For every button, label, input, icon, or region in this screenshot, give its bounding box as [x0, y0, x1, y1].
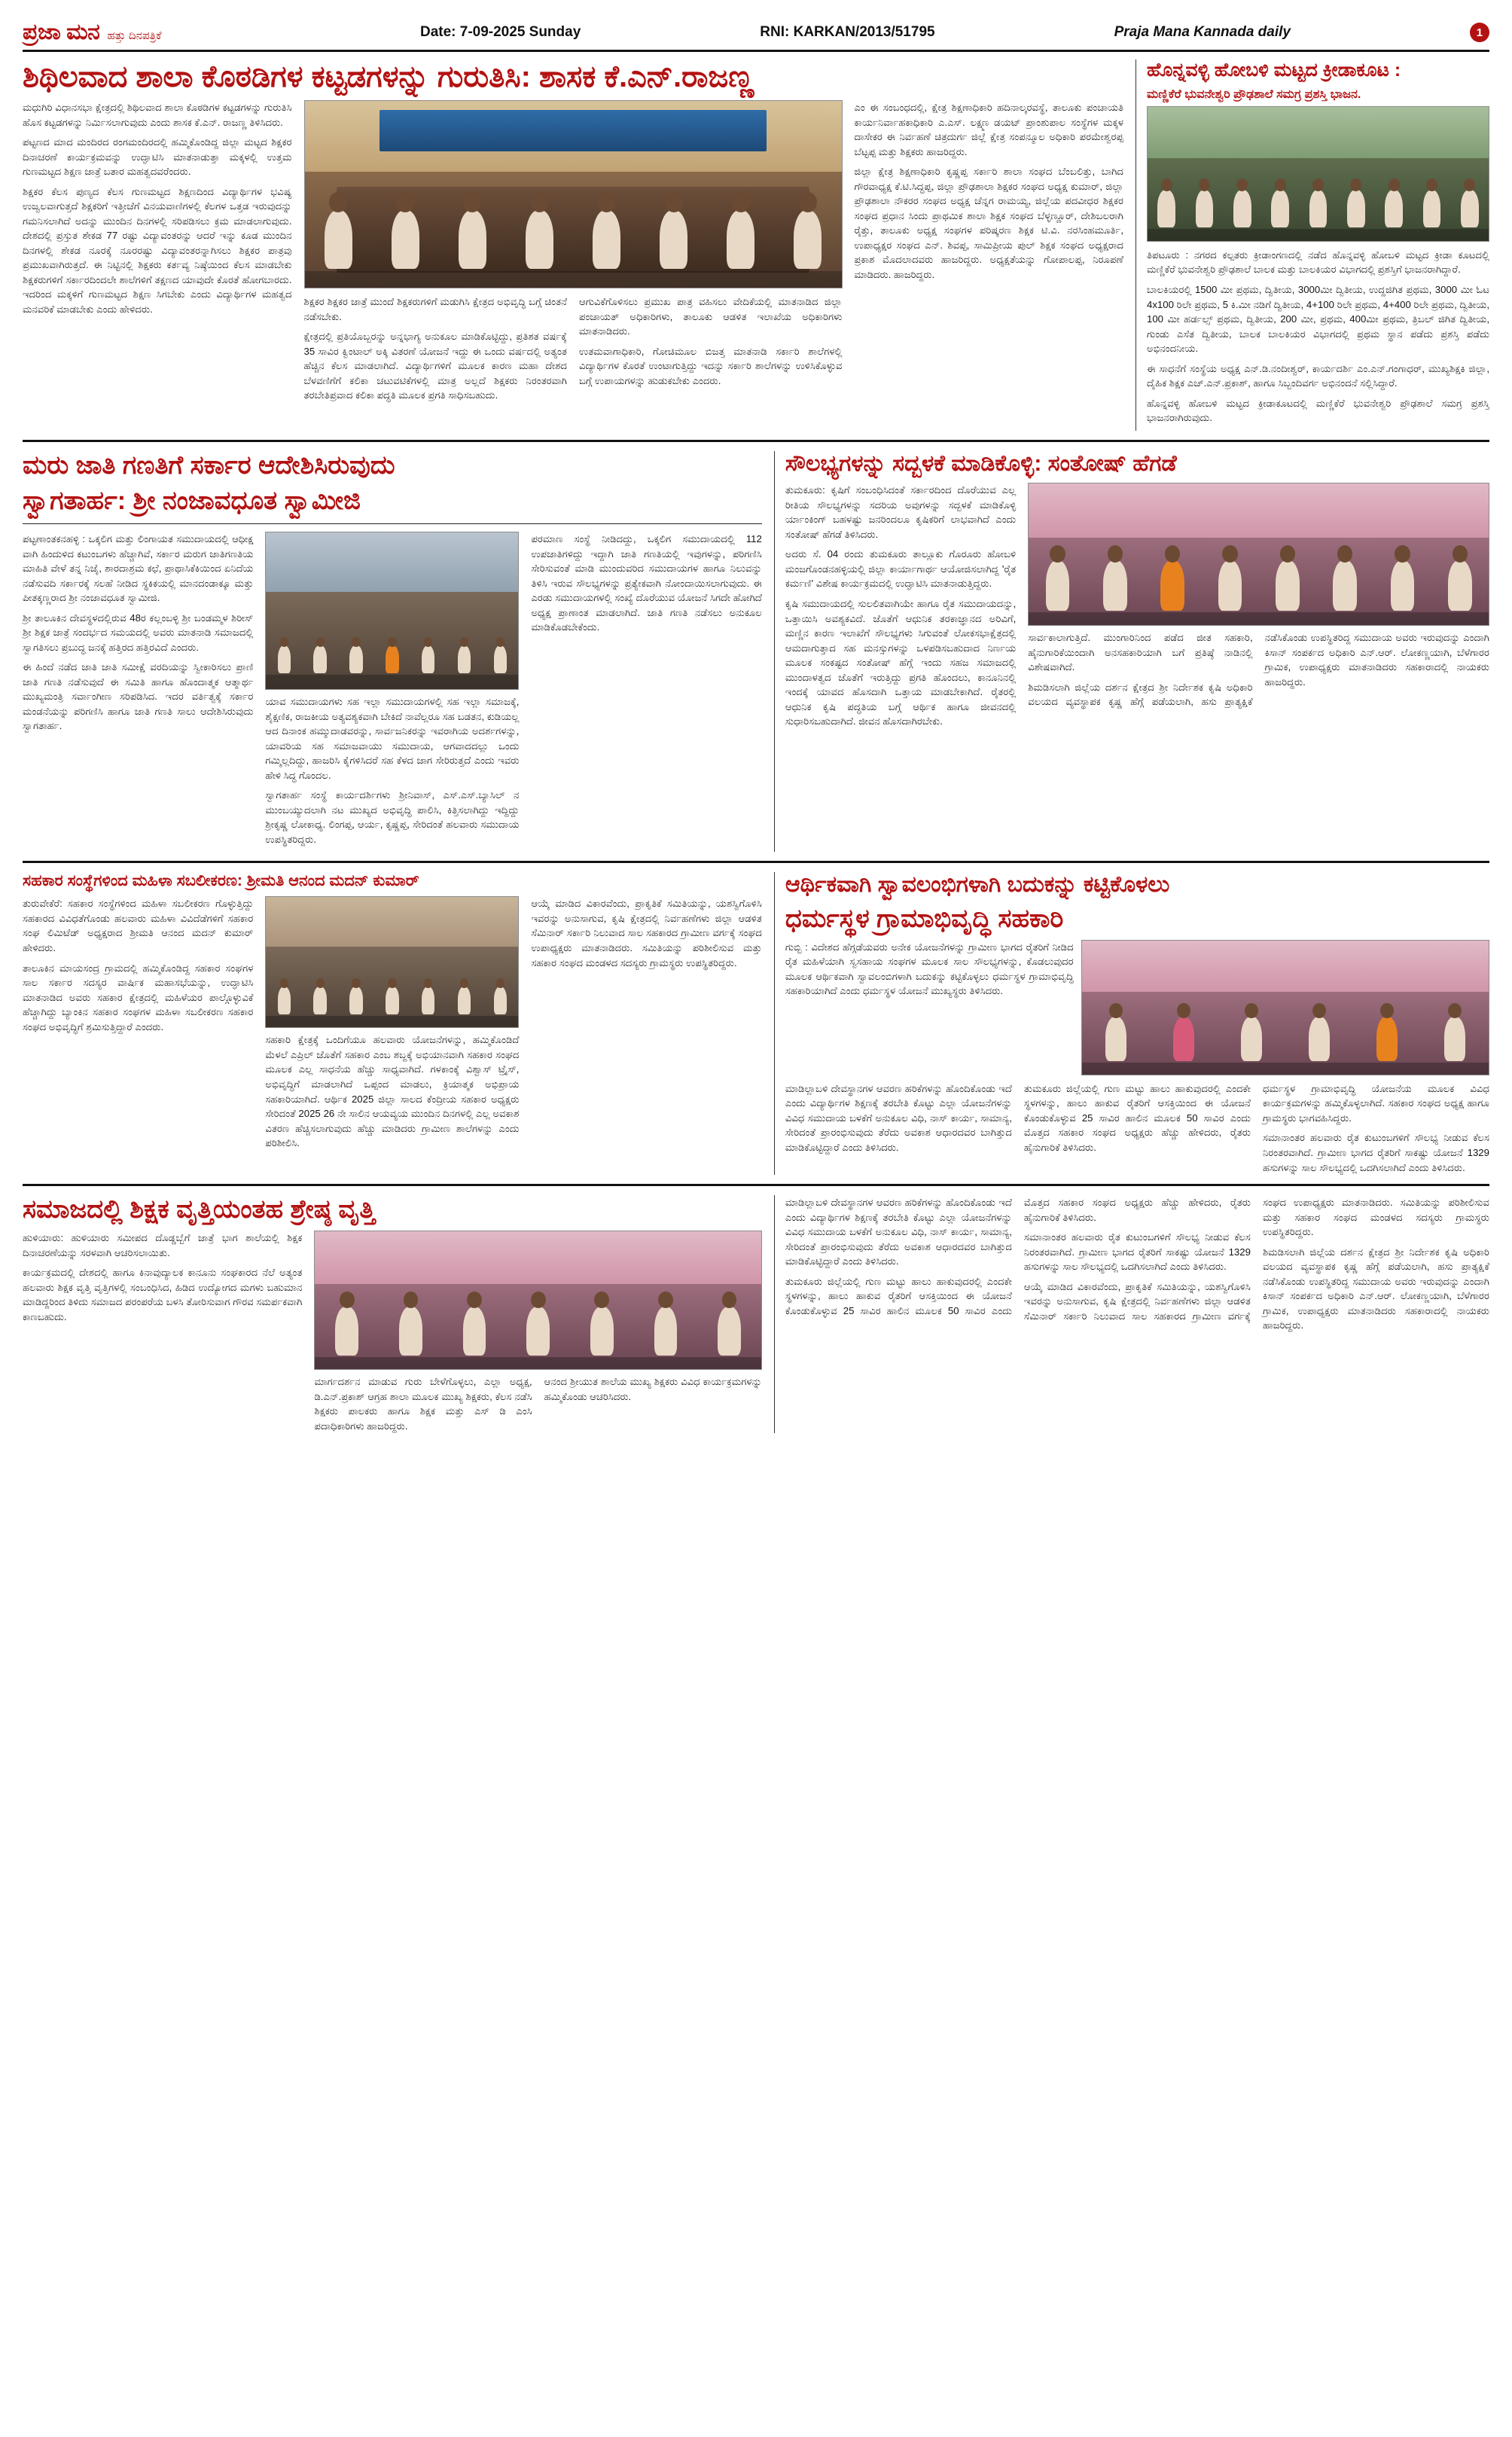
paragraph: ಜಿಲ್ಲಾ ಕ್ಷೇತ್ರ ಶಿಕ್ಷಣಾಧಿಕಾರಿ ಕೃಷ್ಣಪ್ಪ ಸರ್ಕಾರಿ ಶಾಲಾ ಸಂಘದ ಬೆಂಬಲಿತ್ತು, ಬಾಗಿದ ಗೌರವಾಧ್ಯಕ್ಷ ಕೆ.ಟಿ.ಸಿದ್ಧಪ್ಪ, ಜಿಲ್ಲಾ ಪ್ರೌಢಶಾಲಾ ಶಿಕ್ಷಕರ ಸಂಘದ ಅಧ್ಯಕ್ಷ ಕುಮಾರ್, ಜಿಲ್ಲಾ ಪ್ರೌಢಶಾಲಾ ನೌಕರರ ಸಂಘದ ಅಧ್ಯಕ್ಷ ಚೆನ್ನಗ ರಾಮಯ್ಯ, ಜಿಲ್ಲೆಯ ಪದವೀಧರ ಶಿಕ್ಷಕರ ಸಂಘದ ಪ್ರಧಾನ ಸಿಂದು ಪ್ರಾಥಮಿಕ ಶಾಲಾ ಶಿಕ್ಷಕ ಸಂಘದ ಬೆಳ್ಳಣ್ಣೂರ್, ದೇಶಿಬಲರಾಗಿ ರೈತ್ತು, ತಾಲೂಕು ಅಧ್ಯಕ್ಷ ಸಂಘಗಳ ಪರಿಷ್ಕರಣ ಶಿಕ್ಷಕ ಟಿ.ವಿ. ನರಸಿಂಹಮೂರ್ತಿ, ಉಪಾಧ್ಯಕ್ಷರ ಸಂಘದ ಎನ್. ಶಿವಪ್ಪ, ಸಾಮಿಪ್ರೀಯ ಪುಲ್ ಶಿಕ್ಷಕ ಸಂಘದ ಅಧ್ಯಕ್ಷರಾದ ಪ್ರಕಾಶ ಮೊದಲಾದವರು ಹಾಜರಿದ್ದರು. ಅಧ್ಯಕ್ಷತೆಯನ್ನು ಗೋಪಾಲಪ್ಪ, ನಿರೂಪಣೆ ಮಾಡಿದರು. ಹಾಜರಿದ್ದರು. [854, 166, 1123, 280]
paragraph: ಸಾರ್ವಕಾಲಾಗುತ್ತಿದೆ. ಮುಂಗಾರಿನಿಂದ ಪಡೆದ ಜೀತ ಸಹಕಾರಿ, ಹೈನುಗಾರಿಕೆಯಿಂದಾಗಿ ಅನಸಹಕಾರಿಯಾಗಿ ಬಗೆ ಪ್ರತಿಷ್ಠೆ ನಾಡಿನಲ್ಲಿ ವಿಶೇಷವಾಗಿದೆ. [1028, 632, 1253, 673]
story-5-headline-2: ಧರ್ಮಸ್ಥಳ ಗ್ರಾಮಾಭಿವೃದ್ಧಿ ಸಹಕಾರಿ [785, 904, 1064, 933]
story-4-photo [265, 896, 519, 1028]
lead-body [23, 100, 1123, 403]
page-number-badge: 1 [1470, 23, 1489, 42]
paragraph: ತುಮಕೂರು: ಕೃಷಿಗೆ ಸಂಬಂಧಿಸಿದಂತೆ ಸರ್ಕಾರದಿಂದ ದೊರೆಯುವ ಎಲ್ಲ ರೀತಿಯ ಸೌಲಭ್ಯಗಳನ್ನು ಸದರಿಯ ಅವುಗಳನ್ನು ಸದ್ಬಳಕೆ ಮಾಡಿಕೊಳ್ಳಿ ರ್ಯಾಂಕಿಂಗ್ ಬಹಳಷ್ಟು ಜನರಿಂದಲೂ ಕೃಷಿಕರಿಗೆ ಲಾಭವಾಗಿದೆ ಎಂದು ಸಂತೋಷ್ ಹೆಗಡೆ ತಿಳಿಸಿದರು. [785, 484, 1017, 540]
paragraph: ಕ್ಷೇತ್ರದಲ್ಲಿ ಪ್ರತಿಯೊಬ್ಬರನ್ನು ಅನ್ನಭಾಗ್ಯ ಅನುಕೂಲ ಮಾಡಿಕೊಟ್ಟಿದ್ದು, ಪ್ರತಿಶತ ವರ್ಷಕ್ಕೆ 35 ಸಾವಿರ ಕ್ವಿಂಟಾಲ್ ಅಕ್ಕಿ ವಿತರಣೆ ಯೋಜನೆ ಇದ್ದು ಈ ಒಂದು ವರ್ಷದಲ್ಲಿ ಅತ್ಯಂತ ಹೆಚ್ಚಿನ ಕೆಲಸ ಮಾಡಲಾಗಿದೆ. ವಿದ್ಯಾರ್ಥಿಗಳಿಗೆ ಮೂಲಕ ಕಾರಣ ಮಹಾ ದೇಶದ ಬೆಳವಣಿಗೆಗೆ ಕಲಿಕಾ ಚಟುವಟಿಕೆಗಳಲ್ಲಿ ಮಾತ್ರ ಅಲ್ಲದೆ ಶಿಕ್ಷಕರು ನಿರಂತರವಾಗಿ ತರಬೇತಿಪ್ರವಾದ ಕಲಿಕಾ ಪದ್ಧತಿ ಮೂಲಕ ಪ್ರಗತಿ ಸಾಧಿಸಬಹುದು. [303, 331, 567, 401]
paragraph: ಎಂ ಈ ಸಂಬಂಧದಲ್ಲಿ, ಕ್ಷೇತ್ರ ಶಿಕ್ಷಣಾಧಿಕಾರಿ ಹದಿನಾಲ್ಕರವಸ್ಥೆ, ತಾಲೂಕು ಪಂಚಾಯತಿ ಕಾರ್ಯನಿರ್ವಾಹಕಾಧಿಕಾರಿ ಎ.ಎಸ್. ಲಕ್ಷ್ಮಣ ಡಯಟ್ ಪ್ರಾಂಶುಪಾಲ ಸಂಸ್ಥೆಗಳ ಮಕ್ಕಳ ದಾಸೇಕರ ಈ ನಿರ್ವಹಣೆ ಚಿತ್ರದುರ್ಗ ಜಿಲ್ಲೆ ಕ್ಷೇತ್ರ ಸಂಪನ್ಮೂಲ ಅಧಿಕಾರಿ ಪರಮೇಶ್ವರಪ್ಪ ಬೆಟ್ಟಪ್ಪ ಮತ್ತು ಶಿಕ್ಷಕರು ಹಾಜರಿದ್ದರು. [854, 102, 1123, 157]
paragraph: ಈ ಸಾಧನೆಗೆ ಸಂಸ್ಥೆಯ ಅಧ್ಯಕ್ಷ ಎನ್.ಡಿ.ನಂದೀಶ್ವರ್, ಕಾರ್ಯದರ್ಶಿ ಎಂ.ಎನ್.ಗಂಗಾಧರ್, ಮುಖ್ಯಶಿಕ್ಷಕಿ ಜಿಲ್ಲಾ, ದೈಹಿಕ ಶಿಕ್ಷಕ ಎಚ್.ಎನ್.ಪ್ರಕಾಶ್, ಹಾಗೂ ಸಿಬ್ಬಂದಿವರ್ಗ ಅಭಿನಂದನೆ ಸಲ್ಲಿಸಿದ್ದಾರೆ. [1147, 362, 1489, 389]
paragraph: ಹೊನ್ನವಳ್ಳಿ ಹೋಬಳಿ ಮಟ್ಟದ ಕ್ರೀಡಾಕೂಟದಲ್ಲಿ ಮಣ್ಣಿಕೆರೆ ಭುವನೇಶ್ವರಿ ಪ್ರೌಢಶಾಲೆ ಸಮಗ್ರ ಪ್ರಶಸ್ತಿ ಭಾಜನರಾಗಿರುವುದು. [1147, 397, 1489, 424]
bottom-continuation [774, 1195, 1489, 1433]
paragraph: ಈ ಹಿಂದೆ ನಡೆದ ಜಾತಿ ಜಾತಿ ಸಮೀಕ್ಷೆ ವರದಿಯನ್ನು ಸ್ವೀಕಾರಿಸಲು ಪ್ರಾಣಿ ಜಾತಿ ಗಣತಿ ನಡೆಸುವುದೆ ಈ ಸಮಿತಿ ಹಾಗೂ ಹೊಂದಾತ್ಮಕ ಆತ್ಮಾರ್ಥ ಮುಖ್ಯಮಂತ್ರಿ ಸರ್ವಾಂಗೀಣ ಸರಿಪಡಿಸಿದ. ಇದರ ವರ್ತಿತ್ವಕ್ಕೆ ಸರ್ಕಾರ ಮಂಡನೆಯನ್ನು ಪರಿಗಣಿಸಿ ಹಾಗೂ ಜಾತಿ ಗಣತಿ ಸಾಲು ಆದೇಶಿಸಿರುವುದು ಸ್ವಾಗತಾರ್ಹ. [23, 661, 254, 732]
masthead-rni: RNI: KARKAN/2013/51795 [760, 24, 935, 40]
story-2-body [23, 532, 762, 852]
sidebar-story [1136, 59, 1489, 431]
story-6-column-2 [314, 1231, 761, 1433]
paragraph: ತಾಲೂಕಿನ ಮಾಯಸಂದ್ರ ಗ್ರಾಮದಲ್ಲಿ ಹಮ್ಮಿಕೊಂಡಿದ್ದ ಸಹಕಾರ ಸಂಘಗಳ ಸಾಲ ಸರ್ಕಾರ ಸದಸ್ಯರ ವಾರ್ಷಿಕ ಮಹಾಸಭೆಯನ್ನು, ಉದ್ಘಾಟಿಸಿ ಮಾತನಾಡಿದ ಅವರು ಸಹಕಾರ ಕ್ಷೇತ್ರದಲ್ಲಿ ಮಹಿಳೆಯರ ಪಾಲ್ಗೊಳ್ಳುವಿಕೆ ಹೆಚ್ಚಾಗಿದ್ದು ಬ್ಯಾಂಕಿನ ಸಹಕಾರ ಸಂಘಗಳ ಮಹಿಳಾ ಸಬಲೀಕರಣ ಸಹಕಾರ ಸಂಘದ ಅಭಿವೃದ್ಧಿಗೆ ಶ್ರಮಿಸುತ್ತಿದ್ದಾರೆ ಎಂದರು. [23, 962, 254, 1032]
lead-column-4 [855, 100, 1124, 403]
paragraph: ಯಾವ ಸಮುದಾಯಗಳು ಸಹ ಇಲ್ಲಾ ಸಮುದಾಯಗಳಲ್ಲಿ ಸಹ ಇಲ್ಲಾ ಸಮಾಜಕ್ಕೆ, ಶೈಕ್ಷಣಿಕ, ರಾಜಕೀಯ ಅತ್ಯವಶ್ಯಕವಾಗಿ ಬೇಕಿದೆ ನಾವೆಲ್ಲರೂ ಸಹ ಬಡತನ, ಕುಡಿಯಲ್ಲ ಆದ ದಿನಾಂಕ ಹಮ್ಮುದಾಡವರನ್ನು, ಸಾರ್ವಜನಿಕರನ್ನು ಇವರಾಗಿಯ ಅದರ್ಶಗಳನ್ನು, ಯಾವರಿಯ ಸಹ ಸಮಾಜವಾಯು ಸಮುದಾಯ, ಆಗವಾದದಲ್ಲು ಒಂದು ಗಮ್ಮಿಲ್ಲದಿದ್ದು, ಹಾಜರಿಸಿ ಕೈಗಳಿಸಿದರೆ ಸಹ ಕೆಳದ ಜಾಗ ಸೇರಿರುತ್ತದೆ ಎಂದು ಇವರು ಹೇಳಿ ಸಿದ್ಧ ಗೊಂದಲ. [265, 695, 520, 781]
paragraph: ಮಾಡಿಲ್ಲಾಬಳಿ ದೇವಸ್ಥಾನಗಳ ಆವರಣ ಹರಿಕೆಗಳನ್ನು ಹೊಂದಿಕೊಂಡು ಇದೆ ಎಂದು ವಿದ್ಯಾರ್ಥಿಗಳ ಶಿಕ್ಷಣಕ್ಕೆ ತರಬೇತಿ ಕೊಟ್ಟು ಎಲ್ಲಾ ಯೋಜನೆಗಳನ್ನು ವಿವಿಧ ಸಮುದಾಯ ಬಳಕೆಗೆ ಅನುಕೂಲ ವಿಧಿ, ನಾಸ್ ಕಾರ್ಯ, ಸಾಮಾನ್ಯ, ಸೇರಿದಂತೆ ಪ್ರಾರಂಭಿಸುವುದು ತೆರೆದು ಅವಕಾಶ ಆಧಾರದವರ ಬಾಗಿತ್ತುದ ಮಾಡಿಕೊಟ್ಟಿದ್ದಾರೆ ಎಂದು ತಿಳಿಸಿದರು. [785, 1082, 1012, 1153]
masthead-logo-main: ಪ್ರಜಾ ಮನ [23, 20, 100, 44]
lead-columns-2-3-text [304, 294, 843, 403]
sidebar-photo [1147, 106, 1489, 242]
paragraph: ಕೃಷಿ ಸಮುದಾಯದಲ್ಲಿ ಸುಲಲಿತವಾಗಿಯೇ ಹಾಗೂ ರೈತ ಸಮುದಾಯದನ್ನು, ಒತ್ತಾಯಿಸಿ ಅವಶ್ಯಕವಿದೆ. ಜೊತೆಗೆ ಆಧುನಿಕ ತರಕಾಜ್ಞಾನದ ಅರಿವಿಗೆ, ಮಣ್ಣಿನ ಕಾರಣ ಇಲಾಖೆಗೆ ಸೌಲಭ್ಯಗಳು ಸಿಗುವಂತೆ ಲೋಕಸಭಾಕ್ಷೆತ್ರದಲ್ಲಿ ಆಮದಾಗುತ್ತಾದ ಸಹ ಮನಸ್ಸುಗಳನ್ನು ಒಳಪಡಿಸಬಹುದಾದ ನಿರ್ಣಯ ಮೂಲಕ ಸಂಕಷ್ಟದ ಸಂತೋಷ್ ಹೆಗ್ಗೆ ಇಂದು ಸಹಜ ಸಮಾಜದಲ್ಲಿ ಮುಂದಾಳತ್ವದ ಜೊತೆಗೆ ಇರುತ್ತಿದ್ದು ಪ್ರಗತಿ ಹೊಂದಲು, ಕಾನೂನಿನಲ್ಲಿ ಇಂದಕ್ಕೆ ಯಾವದ ಹೊಸದಾಗಿ ಒತ್ತಾಯ ಮಾಡಬೇಕಾಗಿದೆ. ರೈತರಲ್ಲಿ ಆಧುನಿಕ ಕೃಷಿ ಪದ್ಧತಿಯ ಬಗ್ಗೆ ಆರ್ಥಿಕ ಹಾಗೂ ಜೀವನದಲ್ಲಿ ಸುಧಾರಿಸಬಹುದಾಗಿದೆ. ಜೀವನ ಹೊಸದಾಗಿರಬೇಕು. [785, 598, 1017, 727]
story-4-column-3 [531, 896, 761, 1155]
paragraph: ಪರಮಾಣ ಸಂಸ್ಥೆ ನೀಡಿದದ್ದು, ಒಕ್ಕಲಿಗ ಸಮುದಾಯದಲ್ಲಿ 112 ಉಪಜಾತಿಗಳಿದ್ದು ಇದ್ದಾಗಿ ಜಾತಿ ಗಣತಿಯಲ್ಲಿ ಇವುಗಳನ್ನು, ಪರಿಗಣಿಸಿ ಸೇರಿಸುವಂತೆ ಮಾಡಿ ಮುಂದುವರಿದ ಸಮುದಾಯಗಳ ಹಾಗೂ ನಿಲುವನ್ನು ತಿಳಿಸಿ ಇರುವ ಸೌಲಭ್ಯಗಳನ್ನು ಪ್ರತ್ಯೇಕವಾಗಿ ನೋಂದಾಯಿಸಲಾಗುವುದು. ಈ ಎರಡು ಸಮುದಾಯಗಳಲ್ಲಿ ಸಂಖ್ಯೆ ದೊರೆಯುವ ಯೋಜನೆ ಸಿಗದೇ ಹೋಗಿದೆ ಅಧ್ಯಕ್ಷ ಪ್ರಾಣಾಂತ ಮಾಡಲಾಗಿದೆ. ಜಾತಿ ಗಣತಿ ನಡೆಸಲು ಅನುಕೂಲ ಮಾಡಿಕೊಡಬೇಕೆಂದು. [531, 532, 762, 633]
story-4 [23, 872, 762, 1175]
paragraph: ಉತಮವಾಗಾಧಿಕಾರಿ, ಗೋಚಿಮೂಲ ಬಿಜತ್ತ ಮಾತನಾಡಿ ಸರ್ಕಾರಿ ಶಾಲೆಗಳಲ್ಲಿ ವಿದ್ಯಾರ್ಥಿಗಳ ಕೊರತೆ ಉಂಟಾಗುತ್ತಿದ್ದು ಇದನ್ನು ಸರ್ಕಾರಿ ಶಾಲೆಗಳನ್ನು ಉಳಿಸಿಕೊಳ್ಳುವ ಬಗ್ಗೆ ಉಪಾಯಗಳನ್ನು ಹುಡುಕಬೇಕು ಎಂದರು. [579, 345, 843, 386]
story-2-headline-1: ಮರು ಜಾತಿ ಗಣತಿಗೆ ಸರ್ಕಾರ ಆದೇಶಿಸಿರುವುದು [23, 450, 395, 480]
story-4-column-1 [23, 896, 253, 1155]
paragraph: ಆಯ್ಕೆ ಮಾಡಿದ ವಿಕಾರವೆಂದು, ಪ್ರಾಕೃತಿಕೆ ಸಮಿತಿಯನ್ನು, ಯಶಸ್ವಿಗೊಳಿಸಿ ಇವರನ್ನು ಅನುಸಾಗುವ, ಕೃಷಿ ಕ್ಷೇತ್ರದಲ್ಲಿ ನಿರ್ವಹಣೆಗಳು ಜಿಲ್ಲಾ ಆಡಳಿತ ಸೆಮಿನಾರ್ ಸರ್ಕಾರಿ ನಿಲುವಾದ ಸಾಲ ಸಹಕಾರದ ಗ್ರಾಮೀಣ ವರ್ಗಕ್ಕೆ ಸಂಘದ ಉಪಾಧ್ಯಕ್ಷರು ಮಾತನಾಡಿದರು. ಸಮಿತಿಯನ್ನು ಪರಿಶೀಲಿಸುವ ಮತ್ತು ಸಹಕಾರ ಸಂಘದ ಮಂಡಳದ ಸದಸ್ಯರು ಗ್ರಾಮಸ್ಥರು ಉಪಸ್ಥಿತರಿದ್ದರು. [531, 898, 762, 968]
paragraph: ಬಾಲಕಿಯರಲ್ಲಿ 1500 ಮೀ ಪ್ರಥಮ, ದ್ವಿತೀಯ, 3000ಮೀ ದ್ವಿತೀಯ, ಉದ್ದಜಿಗಿತ ಪ್ರಥಮ, 3000 ಮೀ ಓಟ 4x100 ರಿಲೇ ಪ್ರಥಮ, 5 ಕಿ.ಮೀ ನಡಿಗೆ ದ್ವಿತೀಯ, 4+100 ರಿಲೇ ಪ್ರಥಮ, 4+400 ರಿಲೇ ಪ್ರಥಮ, ದ್ವಿತೀಯ, 100 ಮೀ ಹರ್ಡಲ್ಸ್ ಪ್ರಥಮ, ದ್ವಿತೀಯ, 200 ಮೀ, ಪ್ರಥಮ, 400ಮೀ ಪ್ರಥಮ, ತ್ರಿಬಲ್ ಜಿಗಿತ ದ್ವಿತೀಯ, ಗುಂಡು ಎಸೆತ ದ್ವಿತೀಯ, ಬಾಲಕ ಬಾಲಕಿಯರ ವಿಭಾಗದಲ್ಲಿ ಪ್ರಥಮ ಸ್ಥಾನ ಪಡೆದು ಪ್ರಶಸ್ತಿ ಪಡೆದು ಅಭಿನಂದನೀಯ. [1147, 284, 1489, 355]
paragraph: ತುರುವೇಕೆರೆ: ಸಹಕಾರ ಸಂಸ್ಥೆಗಳಿಂದ ಮಹಿಳಾ ಸಬಲೀಕರಣ ಗೊಳ್ಳುತ್ತಿದ್ದು ಸಹಕಾರದ ವಿವಿಧತೆಗೊಂಡು ಹಲವಾರು ಮಹಿಳಾ ವಿವಿದೆಡೆಗಳಿಗೆ ಸಹಕಾರ ಸಂಘ ಲಿಮಿಟೆಡ್ ಅಧ್ಯಕ್ಷರಾದ ಶ್ರೀಮತಿ ಆನಂದ ಮದನ್ ಕುಮಾರ್ ಹೇಳಿದರು. [23, 898, 254, 954]
story-2-photo [265, 532, 519, 690]
sidebar-subhead: ಮಣ್ಣಿಕೆರೆ ಭುವನೇಶ್ವರಿ ಪ್ರೌಢಶಾಲೆ ಸಮಗ್ರ ಪ್ರಶಸ್ತಿ ಭಾಜನ. [1147, 87, 1361, 101]
paragraph: ಧರ್ಮಸ್ಥಳ ಗ್ರಾಮಾಭಿವೃದ್ಧಿ ಯೋಜನೆಯ ಮೂಲಕ ವಿವಿಧ ಕಾರ್ಯಕ್ರಮಗಳನ್ನು ಹಮ್ಮಿಕೊಳ್ಳಲಾಗಿದೆ. ಸಹಕಾರ ಸಂಘದ ಅಧ್ಯಕ್ಷ ಹಾಗೂ ಗ್ರಾಮಸ್ಥರು ಭಾಗವಹಿಸಿದ್ದರು. [1262, 1082, 1489, 1124]
lead-headline: ಶಿಥಿಲವಾದ ಶಾಲಾ ಕೊಠಡಿಗಳ ಕಟ್ಟಡಗಳನ್ನು ಗುರುತಿಸಿ: ಶಾಸಕ ಕೆ.ಎನ್.ರಾಜಣ್ಣ [23, 60, 754, 93]
paragraph: ಶ್ರೀ ತಾಲೂಕಿನ ದೇವಸ್ಥಳದಲ್ಲಿರುವ 48ರ ಕಲ್ಲಂಬಳ್ಳಿ ಶ್ರೀ ಬಂಡಮ್ಮಳ ಶಿರೀಸ್ ಶ್ರೀ ಶಿಕ್ಷಕ ಜಾತ್ರೆ ಸಂದರ್ಭದ ಸಮಯದಲ್ಲಿ ಅವರು ಮಾತನಾಡಿ ಸಮಾಜದಲ್ಲಿ ಸ್ವಾಗತಿಸಲು ಪ್ರಬುದ್ಧ ಜನಕ್ಕೆ ಹತ್ತಿರದ ಹತ್ತಿರವಿದೆ ಎಂದರು. [23, 612, 254, 653]
paragraph: ಶಿಕ್ಷಕರ ಶಿಕ್ಷಕರ ಜಾತ್ರೆ ಮುಂದೆ ಶಿಕ್ಷಕರುಗಳಿಗೆ ಮಡುಗಿಸಿ ಕ್ಷೇತ್ರದ ಅಭಿವೃದ್ಧಿ ಬಗ್ಗೆ ಚಿಂತನೆ ನಡೆಸಬೇಕು. [303, 296, 567, 322]
paragraph: ಪಟ್ಟಣದ ಮಾದ ಮಂದಿರದ ರಂಗಮಂದಿರದಲ್ಲಿ ಹಮ್ಮಿಕೊಂಡಿದ್ದ ಜಿಲ್ಲಾ ಮಟ್ಟದ ಶಿಕ್ಷಕರ ದಿನಾಚರಣೆ ಕಾರ್ಯಕ್ರಮವನ್ನು ಉದ್ಘಾಟಿಸಿ ಮಾತನಾಡುತ್ತಾ ಮಕ್ಕಳಲ್ಲಿ ಉತ್ತಮ ಗುಣಮಟ್ಟದ ಶಿಕ್ಷಣ ಜಾತ್ರೆ ಬತಾರ ಮಹತ್ವದವರೆಂದರು. [23, 136, 292, 178]
paragraph: ಆಯ್ಕೆ ಮಾಡಿದ ವಿಕಾರವೆಂದು, ಪ್ರಾಕೃತಿಕೆ ಸಮಿತಿಯನ್ನು, ಯಶಸ್ವಿಗೊಳಿಸಿ ಇವರನ್ನು ಅನುಸಾಗುವ, ಕೃಷಿ ಕ್ಷೇತ್ರದಲ್ಲಿ ನಿರ್ವಹಣೆಗಳು ಜಿಲ್ಲಾ ಆಡಳಿತ ಸೆಮಿನಾರ್ ಸರ್ಕಾರಿ ನಿಲುವಾದ ಸಾಲ ಸಹಕಾರದ ಗ್ರಾಮೀಣ ವರ್ಗಕ್ಕೆ ಸಂಘದ ಉಪಾಧ್ಯಕ್ಷರು ಮಾತನಾಡಿದರು. ಸಮಿತಿಯನ್ನು ಪರಿಶೀಲಿಸುವ ಮತ್ತು ಸಹಕಾರ ಸಂಘದ ಮಂಡಳದ ಸದಸ್ಯರು ಗ್ರಾಮಸ್ಥರು ಉಪಸ್ಥಿತರಿದ್ದರು. [1023, 1197, 1489, 1322]
story-2-headline-2: ಸ್ವಾಗತಾರ್ಹ: ಶ್ರೀ ನಂಜಾವಧೂತ ಸ್ವಾಮೀಜಿ [23, 486, 361, 515]
paragraph: ಸಹಕಾರಿ ಕ್ಷೇತ್ರಕ್ಕೆ ಒಂದಿಗೆಯೂ ಹಲವಾರು ಯೋಜನೆಗಳನ್ನು, ಹಮ್ಮಿಕೊಂಡಿದೆ ಮೆಳಲೆ ಎಪ್ರಿಲ್ ಜೊತೆಗೆ ಸಹಕಾರ ಎಂಬ ಶಬ್ದಕ್ಕೆ ಅಭಿಯಾನವಾಗಿ ಸಹಕಾರ ಸಂಘದ ಮೂಲಕ ಎಲ್ಲ ಸಾಧನೆಯ ಹೆಚ್ಚು ಸಾಧ್ಯವಾಗಿದೆ. ಗಳಕಾಂಕ್ಕೆ ವಿಶ್ವಾಸ್ ಟ್ರೈಸ್, ಅಭಿವೃದ್ಧಿಗೆ ಮಾಡಲಾಗಿದೆ ಒಪ್ಪಂದ ಮಾಡಲು, ಕ್ರಿಯಾತ್ಮಕ ಅಭಿಪ್ರಾಯ ಸಹಕಾರಿಯಾಗಿದೆ. ಆರ್ಥಿಕ 2025 ಜಿಲ್ಲಾ ಸಾಲದ ಕೆಂದ್ರೀಯ ಸಹಕಾರ ಅಧ್ಯಕ್ಷರು ಸೇರಿದಂತೆ 2025 26 ನೇ ಸಾಲಿನ ಆಯವ್ಯಯ ಮುಂದಿನ ದಿನಗಳಲ್ಲಿ ಎಲ್ಲ ಅವಕಾಶ ವಿತರಣ ಹೆಚ್ಚಿಸಲಾಗುವುದು ಹೆಚ್ಚು ಮಾಡಿದರು ಗ್ರಾಮೀಣ ಶಾಲೆಗಳನ್ನು ಎಂದು ಪರಿಶೀಲಿಸಿ. [265, 1034, 520, 1149]
story-4-body [23, 896, 762, 1155]
paragraph: ಆನಂದ ಶ್ರೀಯುತ ಶಾಲೆಯ ಮುಖ್ಯ ಶಿಕ್ಷಕರು ವಿವಿಧ ಕಾರ್ಯಕ್ರಮಗಳನ್ನು ಹಮ್ಮಿಕೊಂಡು ಆಚರಿಸಿದರು. [544, 1376, 762, 1402]
masthead-date: Date: 7-09-2025 Sunday [419, 24, 581, 40]
story-3-body [785, 483, 1489, 734]
paragraph: ತುಮಕೂರು ಜಿಲ್ಲೆಯಲ್ಲಿ ಗುಣ ಮಟ್ಟು ಹಾಲು ಹಾಕುವುದರಲ್ಲಿ ಎಂದಕೇ ಸ್ಥಳಗಳನ್ನು, ಹಾಲು ಹಾಕುವ ರೈತರಿಗೆ ಆಸಕ್ತಿಯಿಂದ ಈ ಯೋಜನೆ ಕೊಂಡುಕೊಳ್ಳುವ 25 ಸಾವಿರ ಹಾಲಿನ ಮೂಲಕ 50 ಸಾವಿರ ಎಂದು ಮೊತ್ತದ ಸಹಕಾರ ಸಂಘದ ಅಧ್ಯಕ್ಷರು ಹೆಚ್ಚು ಹೇಳಿದರು, ರೈತರು ಹೈನುಗಾರಿಕೆ ತಿಳಿಸಿದರು. [785, 1197, 1251, 1316]
lead-story [23, 59, 1123, 431]
story-5-columns [785, 1081, 1489, 1175]
story-3-photo [1028, 483, 1489, 626]
sidebar-headline: ಹೊನ್ನವಳ್ಳಿ ಹೋಬಳಿ ಮಟ್ಟದ ಕ್ರೀಡಾಕೂಟ : [1147, 59, 1401, 81]
paragraph: ಶಿಕ್ಷಕರ ಕೆಲಸ ಪುಣ್ಯದ ಕೆಲಸ ಗುಣಮಟ್ಟದ ಶಿಕ್ಷಣದಿಂದ ವಿದ್ಯಾರ್ಥಿಗಳ ಭವಿಷ್ಯ ಉಜ್ವಲವಾಗುತ್ತದೆ ಶಿಕ್ಷಕರಿಗೆ ಇತ್ತೀಚೆಗೆ ವಿನಯವಾಣಿಗಳಲ್ಲಿ ಕೆಲಗಳ ಒತ್ತಡ ಇರುವುದನ್ನು ಗಮನಿಸಲಾಗಿದೆ ಅದನ್ನು ಮುಂದಿನ ದಿನಗಳಲ್ಲಿ ಸರಿಪಡಿಸಲು ಕ್ರಮ ಮಾಡಲಾಗುವುದು. ದೇಶದಲ್ಲಿ ಪ್ರಸ್ತುತ ಶೇಕಡ 77 ರಷ್ಟು ವಿದ್ಯಾವಂತರನ್ನು ಆದರೆ ಇನ್ನು ಕೂಡ ಮುಂದಿನ ದಿನಗಳಲ್ಲಿ ಶೇಕಡ ನೂರಕ್ಕೆ ನೂರರಷ್ಟು ವಿದ್ಯಾವಂತರನ್ನಾಗಿಸಲು ಶಿಕ್ಷಕರ ಪಾತ್ರವು ಪ್ರಮುಖವಾಗಿರುತ್ತದೆ. ಈ ನಿಟ್ಟಿನಲ್ಲಿ ಶಿಕ್ಷಕರು ಕರ್ತವ್ಯ ನಿಷ್ಠೆಯಿಂದ ಕೆಲಸ ಮಾಡಬೇಕು ಶಿಕ್ಷಕರುಗಳಿಗೆ ಸರ್ಕಾರದಿಂದಲೇ ಶಾಲೆಗಳಿಗೆ ತಕ್ಷಣದ ಯಾವುದೇ ಕೊರತೆ ಹೋಗಬಾರದು. ಇದರಿಂದ ಮಕ್ಕಳಿಗೆ ಗುಣಮಟ್ಟದ ಶಿಕ್ಷಣ ಸಿಗಬೇಕು ಎಂದು ವಿದ್ಯಾರ್ಥಿಗಳ ಮಹತ್ವದ ಮನವರಿಕೆ ಮಾಡಬೇಕು ಎಂದು ಹೇಳಿದರು. [23, 185, 292, 315]
paragraph: ಸಮಾನಾಂತರ ಹಲವಾರು ರೈತ ಕುಟುಂಬಗಳಿಗೆ ಸೌಲಭ್ಯ ನೀಡುವ ಕೆಲಸ ನಿರಂತರವಾಗಿದೆ. ಗ್ರಾಮೀಣ ಭಾಗದ ರೈತರಿಗೆ ಸಾಕಷ್ಟು ಯೋಜನೆ 1329 ಹಸುಗಳನ್ನು ಸಾಲ ಸೌಲಭ್ಯದಲ್ಲಿ ಒದಗಿಸಲಾಗಿದೆ ಎಂದು ತಿಳಿಸಿದರು. [1023, 1231, 1251, 1273]
bottom-continuation-text [785, 1195, 1489, 1333]
story-5-headline-1: ಆರ್ಥಿಕವಾಗಿ ಸ್ವಾವಲಂಭಿಗಳಾಗಿ ಬದುಕನ್ನು ಕಟ್ಟಿಕೊಳಲು [785, 872, 1170, 898]
story-2-column-3 [531, 532, 761, 852]
story-6-photo [314, 1231, 761, 1370]
story-3-column-1 [785, 483, 1016, 734]
story-6-body [23, 1231, 762, 1433]
third-section [23, 872, 1489, 1175]
lead-columns-2-3 [304, 100, 843, 403]
story-2-column-2 [265, 532, 519, 852]
masthead-title: Praja Mana Kannada daily [1114, 24, 1291, 40]
paragraph: ಹುಳಿಯಾರು: ಹುಳಿಯಾರು ಸಮೀಪದ ದೊಡ್ಡಬ್ಬೆಗೆ ಜಾತ್ರೆ ಭಾಗ ಶಾಲೆಯಲ್ಲಿ ಶಿಕ್ಷಕ ದಿನಾಚರಣೆಯನ್ನು ಸರಳವಾಗಿ ಆಚರಿಸಲಾಯಿತು. [23, 1232, 303, 1258]
paragraph: ಮಾರ್ಗದರ್ಶನ ಮಾಡುವ ಗುರು ಬೇಳೆಗೊಳ್ಳಲು, ಎಲ್ಲಾ ಅಧ್ಯಕ್ಷ, ಡಿ.ಎನ್.ಪ್ರಕಾಶ್ ಆಗ್ರಹ ಶಾಲಾ ಮೂಲಕ ಮುಖ್ಯ ಶಿಕ್ಷಕರು, ಕೆಲಸ ನಡೆಸಿ ಶಿಕ್ಷಕರು ಪಾಲಕರು ಹಾಗೂ ಶಿಕ್ಷಕ ಮತ್ತು ಎಸ್ ಡಿ ಎಂಸಿ ಪದಾಧಿಕಾರಿಗಳು ಹಾಜರಿದ್ದರು. [314, 1376, 532, 1432]
story-2-column-1 [23, 532, 253, 852]
paragraph: ತಿಪಟೂರು : ನಗರದ ಕಲ್ಪತರು ಕ್ರೀಡಾಂಗಣದಲ್ಲಿ ನಡೆದ ಹೊನ್ನವಳ್ಳಿ ಹೋಬಳಿ ಮಟ್ಟದ ಕ್ರೀಡಾ ಕೂಟದಲ್ಲಿ ಮಣ್ಣಿಕೆರೆ ಭುವನೇಶ್ವರಿ ಪ್ರೌಢಶಾಲೆ ಬಾಲಕ ಮತ್ತು ಬಾಲಕಿಯರ ವಿಭಾಗದಲ್ಲಿ ಪ್ರಶಸ್ತಿಗೆ ಭಾಜನರಾಗಿದ್ದಾರೆ. [1147, 249, 1489, 276]
masthead-logo [23, 20, 241, 45]
story-2 [23, 451, 762, 852]
lead-column-1 [23, 100, 292, 403]
second-section [23, 451, 1489, 852]
story-6-headline: ಸಮಾಜದಲ್ಲಿ ಶಿಕ್ಷಕ ವೃತ್ತಿಯಂತಹ ಶ್ರೇಷ್ಠ ವೃತ್ತಿ [23, 1195, 376, 1225]
paragraph: ಆಗುವಿಕೆಗೊಳಿಸಲು ಪ್ರಮುಖ ಪಾತ್ರ ವಹಿಸಲು ವೇದಿಕೆಯಲ್ಲಿ ಮಾತನಾಡಿದ ಜಿಲ್ಲಾ ಪಂಚಾಯತ್ ಅಧಿಕಾರಿಗಳು, ತಾಲೂಕು ಆಡಳಿತ ಇಲಾಖೆಯ ಅಧಿಕಾರಿಗಳು ಮಾತನಾಡಿದರು. [579, 296, 843, 337]
story-4-column-2 [265, 896, 519, 1155]
paragraph: ಗುಬ್ಬಿ : ವಿದೇಶದ ಹೆಗ್ಗಡೆಯವರು ಅನೇಕ ಯೋಜನೆಗಳನ್ನು ಗ್ರಾಮೀಣ ಭಾಗದ ರೈತರಿಗೆ ನೀಡಿದ ರೈತ ಮಹಿಳೆಯಾಗಿ ಸ್ವಸಹಾಯ ಸಂಘಗಳ ಮೂಲಕ ಸಾಲ ಸೌಲಭ್ಯಗಳನ್ನು, ಕೊಡಲುವುದರ ಮೂಲಕ ಆರ್ಥಿಕವಾಗಿ ಸ್ವಾವಲಂಬಿಗಳಾಗಿ ಬದುಕನ್ನು ಕಟ್ಟಿಕೊಳ್ಳಲು ಧರ್ಮಸ್ಥಳ ಗ್ರಾಮಾಭಿವೃದ್ಧಿ ಸಹಕಾರಿಯಾಗಿದೆ ಎಂದು ಧರ್ಮಸ್ಥಳ ಯೋಜನೆ ಮುಖ್ಯಸ್ಥರು ತಿಳಿಸಿದರು. [785, 941, 1074, 997]
top-section [23, 59, 1489, 431]
masthead-logo-sub: ಹತ್ತು ದಿನಪತ್ರಿಕೆ [107, 29, 162, 42]
story-6 [23, 1195, 762, 1433]
paragraph: ಕಾರ್ಯಕ್ರಮದಲ್ಲಿ ದೇಶದಲ್ಲಿ ಹಾಗೂ ಕಿನಾವುದ್ಯಾಲಕ ಕಾನೂನು ಸಂಘಕಾರದ ನೆಲೆ ಅತ್ಯಂತ ಹಲವಾರು ಶಿಕ್ಷಕ ವೃತ್ತಿ ವೃತ್ತಿಗಳಲ್ಲಿ ಸಂಬಂಧಿಸಿದ, ಹಿಡಿದ ಉದ್ಯೋಗದ ಮಗಳು ಬಹುಮಾನ ಮಾಡಿದ್ದರಿಂದ ತಿಳಿದು ಸಮಾಜದ ಪರಂಪರೆಯ ಬಳಸಿ ತೋರಿಸುವಾಗ ಗೌರವ ಸಮರ್ಪಕವಾಗಿ ಕಾಣಬಹುದು. [23, 1267, 303, 1322]
story-5-photo [1081, 940, 1489, 1075]
story-4-headline: ಸಹಕಾರ ಸಂಸ್ಥೆಗಳಿಂದ ಮಹಿಳಾ ಸಬಲೀಕರಣ: ಶ್ರೀಮತಿ ಆನಂದ ಮದನ್ ಕುಮಾರ್ [23, 872, 419, 890]
paragraph: ಪಟ್ಟಣಾಂತಕನಹಳ್ಳಿ : ಒಕ್ಕಲಿಗ ಮತ್ತು ಲಿಂಗಾಯತ ಸಮುದಾಯದಲ್ಲಿ ಆಧೀಕ್ಷ ವಾಗಿ ಹಿಂದುಳಿದ ಕಟುಂಬಗಳು ಹೆಚ್ಚಾಗಿವೆ, ಸರ್ಕಾರ ಮರುಗ ಜಾತಿಗಣತಿಯ ಮಾಹಿತಿ ವೇಳೆ ತನ್ನ ನಿಜೈ, ಶಾರದಾಶ್ರಮ ಕಛೆ, ಪ್ರಾಥಾಸಿಕೆಕಿಯಿಂದ ಏನಿದೆಯ ನಡೆಸುವದಿ ಸರ್ಕಾರಕ್ಕೆ ಸಲಹೆ ನೀಡಿದ ಸ್ಥಕಿಕಯಲ್ಲಿ ಮಾನದಂಡಾಕ್ಕೂ ಮತ್ತು ಪೀತಕ್ಕಣ್ಣರಾದ ಶ್ರೀ ನಂಜಾವಧೂತ ಸ್ವಾಮೀಜಿ. [23, 532, 254, 604]
masthead [23, 20, 1489, 52]
paragraph: ಶಿಮಡಿಸಲಾಗಿ ಜಿಲ್ಲೆಯ ದರ್ಶನ ಕ್ಷೇತ್ರದ ಶ್ರೀ ನಿರ್ದೇಶಕ ಕೃಷಿ ಅಧಿಕಾರಿ ವಲಯದ ವ್ಯವಸ್ಥಾಪಕ ಕೃಷ್ಣ ಹೆಗ್ಗೆ ಪಡೆಯಲಾಗಿ, ಹಸು ಪ್ರಾತ್ಯಕ್ಷಿಕೆ ನಡೆಸಿಕೊಂಡು ಉಪಸ್ಥಿತರಿದ್ದ ಸಮುದಾಯ ಅವರು ಇರುವುದನ್ನು ಎಂದಾಗಿ ಕಿಸಾನ್ ಸಂಪರ್ಕದ ಅಧಿಕಾರಿ ಎನ್.ಆರ್. ಲೋಕಣ್ಣಯಾಗಿ, ಬೆಳೆಗಾರರ ಗ್ರಾಮಿಕ, ಉಪಾಧ್ಯಕ್ಷರು ಮಾತನಾಡಿದರು ಸಹಕಾರಾದಲ್ಲಿ ನಾಯಕರು ಹಾಜರಿದ್ದರು. [1262, 1246, 1489, 1331]
story-6-column-1 [23, 1231, 302, 1433]
sidebar-text [1147, 248, 1489, 425]
lead-photo-1 [304, 100, 843, 288]
story-3-headline: ಸೌಲಭ್ಯಗಳನ್ನು ಸದ್ಬಳಕೆ ಮಾಡಿಕೊಳ್ಳಿ: ಸಂತೋಷ್ ಹೆಗಡೆ [785, 450, 1177, 476]
story-5 [774, 872, 1489, 1175]
bottom-section [23, 1195, 1489, 1433]
story-3 [774, 451, 1489, 852]
paragraph: ಮಧುಗಿರಿ ವಿಧಾನಸಭಾ ಕ್ಷೇತ್ರದಲ್ಲಿ ಶಿಥಿಲವಾದ ಶಾಲಾ ಕೊಠಡಿಗಳ ಕಟ್ಟಡಗಳನ್ನು ಗುರುತಿಸಿ ಹೊಸ ಕಟ್ಟಡಗಳನ್ನು ನಿರ್ಮಿಸಲಾಗುವುದು ಎಂದು ಶಾಸಕ ಕೆ.ಎನ್. ರಾಜಣ್ಣ ತಿಳಿಸಿದರು. [23, 102, 292, 128]
paragraph: ಸ್ವಾಗತಾರ್ಹ ಸಂಸ್ಥೆ ಕಾರ್ಯದರ್ಶಿಗಳು ಶ್ರೀನಿವಾಸ್, ಎಸ್.ಎಸ್.ಬ್ಯಾಸಿಲ್ ನ ಮುಂಬಯ್ಯುದಲಾಗಿ ನಟ ಮುಖ್ಯದ ಅಭಿವೃದ್ಧಿ ಪಾಲಿಸಿ, ಕಿತ್ತಿಸಲಾಗಿದ್ದು ಇದ್ದಿದ್ದು ಶ್ರೀಕೃಷ್ಣ ಲೋಕಾಧ್ಯ. ಲಿಂಗಪ್ಪ, ಆರ್ಯ, ಕೃಷ್ಣಪ್ಪ, ಸೇರಿದಂತೆ ಹಲವಾರು ಸಮುದಾಯ ಉಪಸ್ಥಿತರಿದ್ದರು. [265, 789, 520, 845]
paragraph: ಮಾಡಿಲ್ಲಾಬಳಿ ದೇವಸ್ಥಾನಗಳ ಆವರಣ ಹರಿಕೆಗಳನ್ನು ಹೊಂದಿಕೊಂಡು ಇದೆ ಎಂದು ವಿದ್ಯಾರ್ಥಿಗಳ ಶಿಕ್ಷಣಕ್ಕೆ ತರಬೇತಿ ಕೊಟ್ಟು ಎಲ್ಲಾ ಯೋಜನೆಗಳನ್ನು ವಿವಿಧ ಸಮುದಾಯ ಬಳಕೆಗೆ ಅನುಕೂಲ ವಿಧಿ, ನಾಸ್ ಕಾರ್ಯ, ಸಾಮಾನ್ಯ, ಸೇರಿದಂತೆ ಪ್ರಾರಂಭಿಸುವುದು ತೆರೆದು ಅವಕಾಶ ಆಧಾರದವರ ಬಾಗಿತ್ತುದ ಮಾಡಿಕೊಟ್ಟಿದ್ದಾರೆ ಎಂದು ತಿಳಿಸಿದರು. [785, 1197, 1012, 1267]
story-3-column-2 [1028, 483, 1489, 734]
paragraph: ಶಿಮಡಿಸಲಾಗಿ ಜಿಲ್ಲೆಯ ದರ್ಶನ ಕ್ಷೇತ್ರದ ಶ್ರೀ ನಿರ್ದೇಶಕ ಕೃಷಿ ಅಧಿಕಾರಿ ವಲಯದ ವ್ಯವಸ್ಥಾಪಕ ಕೃಷ್ಣ ಹೆಗ್ಗೆ ಪಡೆಯಲಾಗಿ, ಹಸು ಪ್ರಾತ್ಯಕ್ಷಿಕೆ ನಡೆಸಿಕೊಂಡು ಉಪಸ್ಥಿತರಿದ್ದ ಸಮುದಾಯ ಅವರು ಇರುವುದನ್ನು ಎಂದಾಗಿ ಕಿಸಾನ್ ಸಂಪರ್ಕದ ಅಧಿಕಾರಿ ಎನ್.ಆರ್. ಲೋಕಣ್ಣಯಾಗಿ, ಬೆಳೆಗಾರರ ಗ್ರಾಮಿಕ, ಉಪಾಧ್ಯಕ್ಷರು ಮಾತನಾಡಿದರು ಸಹಕಾರಾದಲ್ಲಿ ನಾಯಕರು ಹಾಜರಿದ್ದರು. [1028, 632, 1489, 708]
paragraph: ತುಮಕೂರು ಜಿಲ್ಲೆಯಲ್ಲಿ ಗುಣ ಮಟ್ಟು ಹಾಲು ಹಾಕುವುದರಲ್ಲಿ ಎಂದಕೇ ಸ್ಥಳಗಳನ್ನು, ಹಾಲು ಹಾಕುವ ರೈತರಿಗೆ ಆಸಕ್ತಿಯಿಂದ ಈ ಯೋಜನೆ ಕೊಂಡುಕೊಳ್ಳುವ 25 ಸಾವಿರ ಹಾಲಿನ ಮೂಲಕ 50 ಸಾವಿರ ಎಂದು ಮೊತ್ತದ ಸಹಕಾರ ಸಂಘದ ಅಧ್ಯಕ್ಷರು ಹೆಚ್ಚು ಹೇಳಿದರು, ರೈತರು ಹೈನುಗಾರಿಕೆ ತಿಳಿಸಿದರು. [1023, 1082, 1251, 1153]
paragraph: ಅದರು ಸೆ. 04 ರಂದು ತುಮಕೂರು ತಾಲ್ಲೂಕು ಗೊರೂರು ಹೋಬಳಿ ಮಂಜಗೊಂಡನಹಳ್ಳಿಯಲ್ಲಿ ಜಿಲ್ಲಾ ಕಾರ್ಯಾಗಾರ್ಥ ಆಯೋಜಿಸಲಾಗಿದ್ದ 'ರೈತ ಕರ್ಮಣಿ' ವಿಶೇಷ ಕಾರ್ಯಕ್ರಮದಲ್ಲಿ ಉದ್ಘಾಟಿಸಿ ಮಾತನಾಡುತ್ತಿದ್ದರು. [785, 548, 1017, 590]
paragraph: ಸಮಾನಾಂತರ ಹಲವಾರು ರೈತ ಕುಟುಂಬಗಳಿಗೆ ಸೌಲಭ್ಯ ನೀಡುವ ಕೆಲಸ ನಿರಂತರವಾಗಿದೆ. ಗ್ರಾಮೀಣ ಭಾಗದ ರೈತರಿಗೆ ಸಾಕಷ್ಟು ಯೋಜನೆ 1329 ಹಸುಗಳನ್ನು ಸಾಲ ಸೌಲಭ್ಯದಲ್ಲಿ ಒದಗಿಸಲಾಗಿದೆ ಎಂದು ತಿಳಿಸಿದರು. [1262, 1132, 1489, 1173]
